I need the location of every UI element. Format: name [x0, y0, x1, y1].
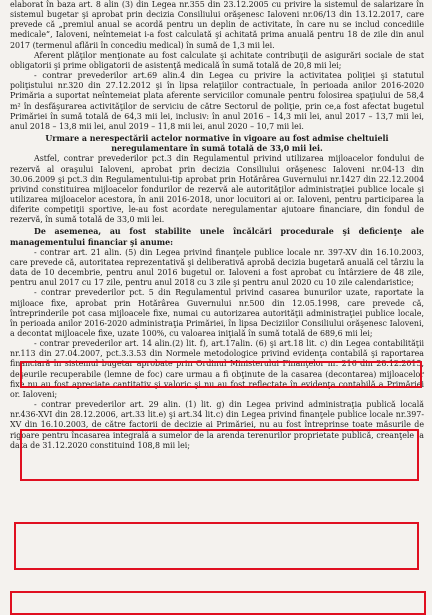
highlight-box-recoverable-waste: [14, 522, 419, 570]
paragraph-social-contributions: Aferent plăţilor menţionate au fost calculate şi achitate contribuţii de asigurări sociale de stat obligatorii şi prime obligatorii de asistenţă medicală în sumă totală de 20,8 mii lei;: [10, 50, 424, 70]
paragraph-salary-bonus: elaborat în baza art. 8 alin (3) din Legea nr.355 din 23.12.2005 cu privire la sistemul de salarizare în sistemul bugetar şi aprobat prin decizia Consiliului orăşenesc Ialoveni nr.06/13 din 13.12.2017, care prevede că „premiul anual se acordă pentru un deplin de activitate, în care nu se includ concediile medicale”, Ialoveni, neîntemeiat i-a fost calculată şi achitată prima anuală pentru 18 de zile din anul 2017 (termenul aflării în concediu medical) în sumă de 1,3 mii lei.: [10, 0, 424, 50]
paragraph-budget-delay: - contrar art. 21 alin. (5) din Legea privind finanţele publice locale nr. 397-XV din 16.10.2003, care prevede că, autoritatea reprezentativă şi deliberativă aprobă decizia bugetară anuală cel târziu la data de 10 decembrie, pentru anul 2016 bugetul or. Ialoveni a fost aprobat cu întârziere de 48 zile, pentru anul 2017 cu 17 zile, pentru anul 2018 cu 3 zile şi pentru anul 2020 cu 10 zile calendaristice;: [10, 247, 424, 288]
paragraph-land-lease: - contrar prevederilor art. 29 alin. (1) lit. g) din Legea privind administraţia publică locală nr.436-XVI din 28.12.2006, art.33 lit.e) şi art.34 lit.c) din Legea privind finanţele publice locale nr.397-XV din 16.10.2003, de către factorii de decizie ai Primăriei, nu au fost întreprinse toate măsurile de rigoare pentru încasarea integrală a sumelor de la arenda terenurilor proprietate publică, creanţele la data de 31.12.2020 constituind 108,8 mii lei;: [10, 400, 424, 450]
highlight-box-land-lease: [10, 591, 426, 615]
paragraph-police-utilities: - contrar prevederilor art.69 alin.4 din Legea cu privire la activitatea poliţiei şi statutul poliţistului nr.320 din 27.12.2012 şi în lipsa relaţiilor contractuale, în perioada anilor 2016-2020 Primăria a suportat neîntemeiat plata aferente serviciilor comunale pentru folosirea spaţiului de 58,4 m² în desfăşurarea activităţilor de serviciu de către Sectorul de poliţie, prin ce,a fost afectat bugetul Primăriei în sumă totală de 64,3 mii lei, inclusiv: în anul 2016 – 14,3 mii lei, anul 2017 – 13,7 mii lei, anul 2018 – 13,8 mii lei, anul 2019 – 11,8 mii lei, anul 2020 – 10,7 mii lei.: [10, 71, 424, 131]
heading-procedural-violations: De asemenea, au fost stabilite unele încălcări procedurale şi deficienţe ale managementului financiar şi anume:: [10, 227, 424, 247]
heading-irregular-expenses: Urmare a nerespectării actelor normative în vigoare au fost admise cheltuieli neregulamentare în sumă totală de 33,0 mii lei.: [45, 134, 389, 154]
paragraph-reserve-fund: Astfel, contrar prevederilor pct.3 din Regulamentul privind utilizarea mijloacelor fondului de rezervă al oraşului Ialoveni, aprobat prin decizia Consiliului orăşenesc Ialoveni nr.04-13 din 30.06.2009 şi pct.3 din Regulamentului-tip aprobat prin Hotărârea Guvernului nr.1427 din 22.12.2004 privind constituirea mijloacelor fondurilor de rezervă ale autorităţilor administraţiei publice locale şi utilizarea mijloacelor acestora, în anii 2016-2018, unor locuitori ai or. Ialoveni, pentru participarea la diferite competiţii sportive, le-au fost acordate neregulamentar ajutoare financiare, din fondul de rezervă, în sumă totală de 33,0 mii lei.: [10, 154, 424, 225]
paragraph-recoverable-waste: - contrar prevederilor art. 14 alin.(2) lit. f), art.17alin. (6) şi art.18 lit. c) din Legea contabilităţii nr.113 din 27.04.2007, pct.3.3.53 din Normele metodologice privind evidenţa contabilă şi raportarea financiară în sistemul bugetar aprobate prin Ordinul Ministerului Finanţelor nr. 216 din 28.12.2015, deşeurile recuperabile (lemne de foc) care urmau a fi obţinute de la casarea (decontarea) mijloacelor fixe nu au fost apreciate cantitativ şi valoric şi nu au fost reflectate în evidenţa contabilă a Primăriei or. Ialoveni;: [10, 339, 424, 399]
paragraph-fixed-assets-writeoff: - contrar prevederilor pct. 5 din Regulamentul privind casarea bunurilor uzate, raportate la mijloace fixe, aprobat prin Hotărârea Guvernului nr.500 din 12.05.1998, care prevede că, întreprinderile pot casa mijloacele fixe, numai cu autorizarea autorităţii administraţiei publice locale, în perioada anilor 2016-2020 administraţia Primăriei, în lipsa Deciziilor Consiliului orăşenesc Ialoveni, a decontat mijloacele fixe, uzate 100%, cu valoarea iniţială în sumă totală de 689,6 mii lei;: [10, 288, 424, 338]
